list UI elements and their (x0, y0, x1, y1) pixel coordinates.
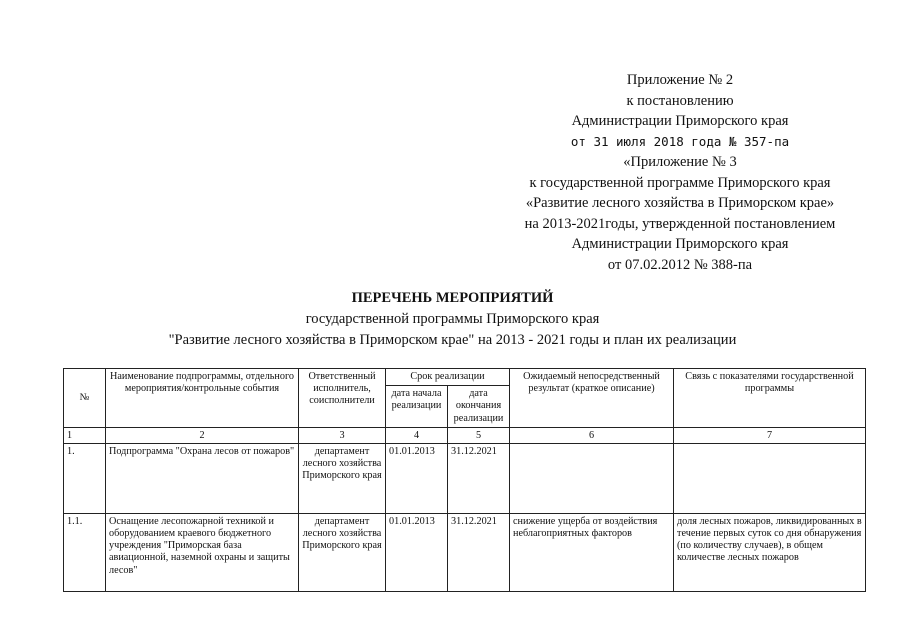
header-term: Срок реализации (386, 369, 510, 386)
measures-table (63, 368, 866, 592)
row-num: 1. (64, 443, 106, 513)
row-num: 1.1. (64, 513, 106, 591)
appendix-header (480, 70, 880, 275)
row-start: 01.01.2013 (386, 443, 448, 513)
header-link: Связь с показателями государственной программы (674, 369, 866, 428)
header-result: Ожидаемый непосредственный результат (краткое описание) (510, 369, 674, 428)
header-end: дата окончания реализации (448, 386, 510, 428)
appendix-line: Приложение № 2 (626, 72, 734, 88)
table-row (64, 513, 866, 591)
appendix-line: от 07.02.2012 № 388-па (607, 256, 753, 273)
appendix-line: к государственной программе Приморского края (529, 174, 831, 191)
column-number: 1 (64, 427, 106, 443)
column-number: 4 (386, 427, 448, 443)
column-number: 3 (299, 427, 386, 443)
appendix-line: к постановлению (626, 92, 734, 109)
table-header-row (64, 369, 866, 386)
row-result (510, 443, 674, 513)
document-heading (0, 288, 905, 351)
appendix-line: от 31 июля 2018 года № 357-па (570, 133, 790, 149)
row-end: 31.12.2021 (448, 443, 510, 513)
table-row (64, 443, 866, 513)
row-executor: департамент лесного хозяйства Приморского края (299, 513, 386, 591)
header-name: Наименование подпрограммы, отдельного мероприятия/контрольные события (106, 369, 299, 428)
document-title: ПЕРЕЧЕНЬ МЕРОПРИЯТИЙ (351, 290, 554, 306)
appendix-line: Администрации Приморского края (571, 113, 789, 129)
column-number: 6 (510, 427, 674, 443)
row-link (674, 443, 866, 513)
row-start: 01.01.2013 (386, 513, 448, 591)
row-executor: департамент лесного хозяйства Приморского края (299, 443, 386, 513)
appendix-line: Администрации Приморского края (571, 236, 789, 252)
row-name: Подпрограмма "Охрана лесов от пожаров" (106, 443, 299, 513)
document-subtitle: "Развитие лесного хозяйства в Приморском крае" на 2013 - 2021 годы и план их реализации (168, 332, 737, 348)
appendix-line: «Развитие лесного хозяйства в Приморском крае» (525, 195, 835, 211)
header-num: № (64, 369, 106, 428)
appendix-line: на 2013-2021годы, утвержденной постановлением (524, 215, 836, 232)
document-subtitle: государственной программы Приморского края (305, 311, 600, 327)
header-start: дата начала реализации (386, 386, 448, 428)
appendix-line: «Приложение № 3 (623, 154, 737, 170)
column-numbers-row (64, 427, 866, 443)
row-end: 31.12.2021 (448, 513, 510, 591)
row-link: доля лесных пожаров, ликвидированных в течение первых суток со дня обнаружения (по количеству случаев), в общем количестве лесных пожаров (674, 513, 866, 591)
header-executor: Ответственный исполнитель, соисполнители (299, 369, 386, 428)
column-number: 5 (448, 427, 510, 443)
row-name: Оснащение лесопожарной техникой и оборудованием краевого бюджетного учреждения "Приморская база авиационной, наземной охраны и защиты лесов" (106, 513, 299, 591)
row-result: снижение ущерба от воздействия неблагоприятных факторов (510, 513, 674, 591)
column-number: 7 (674, 427, 866, 443)
column-number: 2 (106, 427, 299, 443)
